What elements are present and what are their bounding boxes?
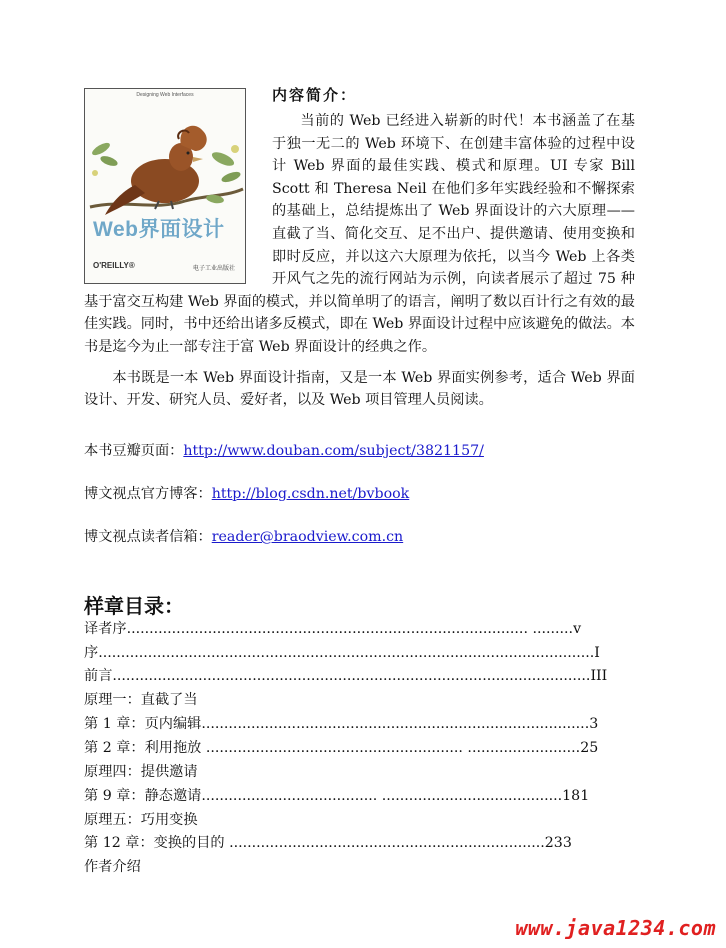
toc-row (84, 761, 198, 785)
toc-row-title: 原理五：巧用变换 (84, 812, 198, 828)
toc-row (84, 737, 598, 761)
email-link[interactable]: reader@braodview.com.cn (211, 529, 404, 545)
cover-press: 电子工业出版社 (192, 266, 235, 272)
intro-paragraph-2: 本书既是一本 Web 界面设计指南，又是一本 Web 界面实例参考，适合 Web 界面设计、开发、研究人员、爱好者，以及 Web 项目管理人员阅读。 (84, 369, 635, 409)
toc-row-title: 第 1 章：页内编辑 (84, 716, 202, 732)
toc-row-page: 25 (580, 740, 599, 756)
toc-row (84, 665, 607, 689)
douban-link[interactable]: http://www.douban.com/subject/3821157/ (183, 443, 484, 459)
email-link-label: 博文视点读者信箱： (84, 529, 212, 545)
toc-row (84, 856, 141, 880)
toc-row-dots: ...................................................................... (224, 835, 545, 851)
toc-row-page: v (573, 621, 582, 637)
toc-row-title: 第 9 章：静态邀请 (84, 788, 202, 804)
toc-row-dots: ....................................... ........................................ (201, 788, 563, 804)
email-link-row (84, 526, 403, 546)
cover-top-line: Designing Web Interfaces (136, 92, 194, 98)
toc-row-title: 译者序 (84, 621, 127, 637)
toc-row (84, 713, 598, 737)
toc-row-page: 3 (589, 716, 599, 732)
douban-link-row (84, 440, 484, 460)
toc-row-dots: .............................................................................................................. (98, 645, 595, 661)
toc-row-dots: ......................................................................................... ......... (126, 621, 574, 637)
toc-row-title: 第 12 章：变换的目的 (84, 835, 225, 851)
cover-publisher: O'REILLY® (93, 261, 135, 270)
toc-heading: 样章目录： (84, 594, 184, 618)
toc-row-page: III (590, 668, 608, 684)
toc-row-dots: .......................................................................................................... (112, 668, 591, 684)
toc-row-title: 第 2 章：利用拖放 (84, 740, 202, 756)
toc-row-page: 233 (544, 835, 572, 851)
toc-row-title: 原理四：提供邀请 (84, 764, 198, 780)
toc-row-page: I (594, 645, 600, 661)
toc-row (84, 642, 600, 666)
toc-row (84, 618, 581, 642)
intro-heading: 内容简介： (272, 86, 358, 104)
toc-row-page: 181 (562, 788, 590, 804)
toc-row-title: 作者介绍 (84, 859, 141, 875)
site-watermark: www.java1234.com (515, 916, 716, 940)
toc-row-title: 前言 (84, 668, 113, 684)
toc-row (84, 785, 589, 809)
intro-paragraph-1: 当前的 Web 已经进入崭新的时代！本书涵盖了在基于独一无二的 Web 环境下、在创建丰富体验的过程中设计 Web 界面的最佳实践、模式和原理。UI 专家 Bill Scott 和 Theresa Neil 在他们多年实践经验和不懈探索的基础上，总结提炼出了 Web 界面设计的六大原理——直截了当、简化交互、足不出户、提供邀请、使用变换和即时反应，并以这六大原理为依托，以当今 Web 上各类开风气之先的流行网站为示例，向读者展示了超过 75 种基于富交互构建 Web 界面的模式，并以简单明了的语言，阐明了数以百计行之有效的最佳实践。同时，书中还给出诸多反模式，即在 Web 界面设计过程中应该避免的做法。本书是迄今为止一部专注于富 Web 界面设计的经典之作。 (84, 113, 635, 355)
blog-link-row (84, 483, 409, 503)
blog-link-label: 博文视点官方博客： (84, 486, 212, 502)
cover-title: Web界面设计 (93, 218, 225, 241)
toc-row-dots: ......................................................... ......................... (201, 740, 581, 756)
toc-row-title: 原理一：直截了当 (84, 692, 198, 708)
toc-row-dots: ...................................................................................... (201, 716, 590, 732)
toc-row (84, 809, 198, 833)
intro-text (84, 110, 635, 412)
toc-row (84, 832, 572, 856)
blog-link[interactable]: http://blog.csdn.net/bvbook (211, 486, 410, 502)
douban-link-label: 本书豆瓣页面： (84, 443, 184, 459)
toc-row-title: 序 (84, 645, 99, 661)
toc-row (84, 689, 198, 713)
